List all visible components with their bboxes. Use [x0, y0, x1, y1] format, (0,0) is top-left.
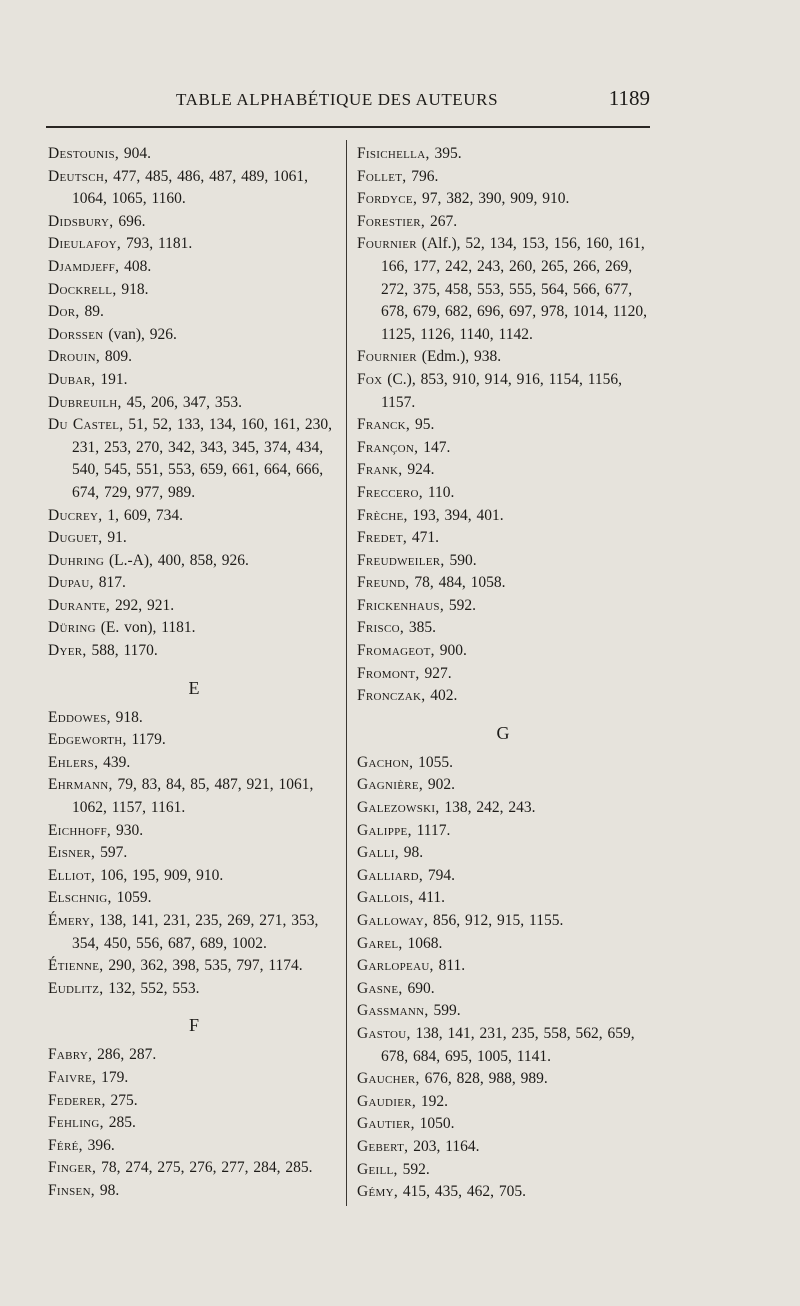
page-references: 471.: [407, 529, 440, 547]
author-name: Du Castel,: [48, 416, 124, 434]
index-entry: [48, 211, 340, 234]
index-entry: [48, 1067, 340, 1090]
index-entry: [48, 301, 340, 324]
author-name: Fromont,: [357, 664, 420, 682]
page-references: 132, 552, 553.: [103, 979, 200, 997]
index-entry: [48, 1157, 340, 1180]
author-name: Deutsch,: [48, 167, 109, 185]
author-name: Frisco,: [357, 619, 404, 637]
page-references: 45, 206, 347, 353.: [121, 393, 242, 411]
author-name: Elliot,: [48, 866, 96, 884]
page-references: 588, 1170.: [86, 642, 158, 660]
author-name: Fox: [357, 370, 383, 388]
author-name: Durante,: [48, 596, 111, 614]
index-entry: [48, 887, 340, 910]
index-entry: [357, 663, 649, 686]
author-name: Garlopeau,: [357, 957, 434, 975]
index-entry: [48, 369, 340, 392]
index-entry: [357, 842, 649, 865]
page-references: 811.: [433, 957, 466, 975]
page-references: 267.: [425, 212, 458, 230]
page-references: 930.: [111, 821, 144, 839]
page-references: 1059.: [111, 889, 152, 907]
author-name: Duguet,: [48, 529, 103, 547]
section-letter: E: [188, 677, 200, 698]
author-name: Dubar,: [48, 370, 96, 388]
index-entry: [357, 595, 649, 618]
page-number: 1189: [608, 86, 650, 110]
left-column: [48, 143, 340, 1203]
author-name: Gassmann,: [357, 1002, 429, 1020]
author-name: Dieulafoy,: [48, 235, 122, 253]
index-entry: [357, 820, 649, 843]
index-entry: [357, 1000, 649, 1023]
author-name: Düring: [48, 619, 96, 637]
index-entry: [48, 527, 340, 550]
page-references: 147.: [418, 438, 451, 456]
author-name: Gastou,: [357, 1024, 411, 1042]
author-name: Fabry,: [48, 1046, 93, 1064]
author-name: Gaudier,: [357, 1092, 417, 1110]
author-name: Dor,: [48, 303, 80, 321]
author-name: Elschnig,: [48, 889, 112, 907]
page-references: 292, 921.: [110, 596, 175, 614]
index-entry: [357, 505, 649, 528]
page-references: 676, 828, 988, 989.: [419, 1070, 548, 1088]
page-references: 411.: [413, 889, 446, 907]
index-entry: [357, 346, 649, 369]
page-references: 924.: [402, 461, 435, 479]
page-references: 592.: [444, 596, 476, 614]
index-entry: [357, 752, 649, 775]
index-entry: [48, 640, 340, 663]
page-references: 408.: [119, 257, 152, 275]
page-references: (L.-A), 400, 858, 926.: [104, 551, 249, 569]
index-entry: [48, 707, 340, 730]
page-references: 918.: [116, 280, 149, 298]
page-references: 1068.: [402, 934, 443, 952]
author-name: Federer,: [48, 1091, 106, 1109]
page-references: 1, 609, 734.: [102, 506, 183, 524]
index-entry: [48, 1180, 340, 1203]
author-name: Eudlitz,: [48, 979, 104, 997]
page-references: 927.: [419, 664, 452, 682]
page-references: 696.: [113, 212, 146, 230]
index-entry: [48, 505, 340, 528]
author-name: Freudweiler,: [357, 551, 445, 569]
index-entry: [357, 369, 649, 414]
author-name: Gallois,: [357, 889, 414, 907]
index-entry: [48, 1090, 340, 1113]
page-references: 794.: [423, 866, 456, 884]
index-entry: [357, 572, 649, 595]
page-references: 904.: [119, 145, 152, 162]
page-references: 191.: [95, 370, 128, 388]
page-references: 439.: [98, 753, 131, 771]
index-entry: [357, 865, 649, 888]
index-entry: [357, 887, 649, 910]
index-entry: [357, 459, 649, 482]
author-name: Dockrell,: [48, 280, 117, 298]
author-name: Gaucher,: [357, 1070, 420, 1088]
author-name: Frickenhaus,: [357, 596, 444, 614]
page-references: 1050.: [414, 1115, 455, 1133]
right-column: [357, 143, 649, 1204]
index-entry: [357, 1181, 649, 1204]
index-entry: [48, 233, 340, 256]
index-entry: [48, 414, 340, 504]
author-name: Gagnière,: [357, 776, 424, 794]
index-entry: [48, 820, 340, 843]
page-references: 179.: [96, 1068, 129, 1086]
author-name: Freund,: [357, 574, 410, 592]
author-name: Fordyce,: [357, 190, 418, 208]
index-entry: [48, 1135, 340, 1158]
page-references: 275.: [105, 1091, 138, 1109]
page-references: 690.: [402, 979, 435, 997]
author-name: Faivre,: [48, 1068, 97, 1086]
page-references: 285.: [103, 1114, 136, 1132]
author-name: Dupau,: [48, 574, 94, 592]
page-references: 817.: [93, 574, 126, 592]
page-references: 98.: [398, 844, 424, 862]
page-references: 900.: [434, 642, 467, 660]
author-name: Garel,: [357, 934, 403, 952]
index-entry: [48, 752, 340, 775]
author-name: Destounis,: [48, 145, 120, 162]
page-references: 415, 435, 462, 705.: [398, 1183, 527, 1201]
author-name: Drouin,: [48, 348, 101, 366]
author-name: Didsbury,: [48, 212, 114, 230]
author-name: Galippe,: [357, 821, 412, 839]
page-references: 106, 195, 909, 910.: [95, 866, 224, 884]
index-entry: [48, 279, 340, 302]
index-entry: [357, 1023, 649, 1068]
index-entry: [48, 143, 340, 166]
index-entry: [357, 1068, 649, 1091]
page-references: 91.: [102, 529, 127, 547]
page-references: 78, 484, 1058.: [409, 574, 506, 592]
index-entry: [48, 1044, 340, 1067]
author-name: Dubreuilh,: [48, 393, 122, 411]
index-entry: [48, 729, 340, 752]
page-references: (E. von), 1181.: [95, 619, 196, 637]
author-name: Ehrmann,: [48, 776, 113, 794]
index-entry: [48, 910, 340, 955]
page-references: 385.: [404, 619, 436, 637]
author-name: Finsen,: [48, 1181, 95, 1199]
author-name: Gachon,: [357, 753, 414, 771]
index-entry: [48, 1112, 340, 1135]
index-entry: [357, 1159, 649, 1182]
index-entry: [48, 346, 340, 369]
page-references: 856, 912, 915, 1155.: [428, 912, 564, 929]
author-name: Fronczak,: [357, 687, 426, 705]
author-name: Étienne,: [48, 957, 104, 975]
index-entry: [48, 774, 340, 819]
author-name: Djamdjeff,: [48, 257, 120, 275]
index-entry: [357, 1113, 649, 1136]
page-references: 592.: [397, 1160, 430, 1178]
page-references: 97, 382, 390, 909, 910.: [417, 190, 570, 208]
author-name: Fredet,: [357, 529, 408, 547]
page-references: 902.: [423, 776, 456, 794]
author-name: Finger,: [48, 1159, 97, 1177]
page-references: (C.), 853, 910, 914, 916, 1154, 1156, 1157.: [381, 370, 623, 411]
author-name: Gautier,: [357, 1115, 415, 1133]
index-entry: [357, 617, 649, 640]
index-entry: [48, 865, 340, 888]
index-entry: [357, 482, 649, 505]
header-rule: [46, 126, 650, 128]
index-entry: [48, 955, 340, 978]
index-entry: [357, 527, 649, 550]
index-entry: [357, 640, 649, 663]
page-references: 477, 485, 486, 487, 489, 1061, 1064, 1065, 1160.: [72, 167, 308, 208]
page-references: (van), 926.: [103, 325, 177, 343]
author-name: Freccero,: [357, 483, 423, 501]
page-references: 203, 1164.: [408, 1137, 480, 1155]
index-entry: [357, 437, 649, 460]
index-entry: [357, 797, 649, 820]
index-entry: [357, 774, 649, 797]
index-entry: [48, 166, 340, 211]
author-name: Geill,: [357, 1160, 398, 1178]
index-entry: [357, 1136, 649, 1159]
page-references: 396.: [82, 1136, 115, 1154]
index-entry: [48, 256, 340, 279]
author-name: Edgeworth,: [48, 731, 127, 749]
page-references: 98.: [94, 1181, 120, 1199]
page-references: 1117.: [411, 821, 451, 839]
author-name: Frèche,: [357, 506, 408, 524]
author-name: Dyer,: [48, 642, 87, 660]
author-name: Gémy,: [357, 1183, 399, 1201]
index-entry: [357, 188, 649, 211]
author-name: Françon,: [357, 438, 419, 456]
index-entry: [357, 978, 649, 1001]
index-entry: [357, 233, 649, 346]
author-name: Gasne,: [357, 979, 403, 997]
page-references: 1179.: [126, 731, 166, 749]
author-name: Follet,: [357, 167, 407, 185]
page-references: 796.: [406, 167, 439, 185]
index-entry: [357, 933, 649, 956]
author-name: Fournier: [357, 235, 417, 253]
page-references: 51, 52, 133, 134, 160, 161, 230, 231, 253, 270, 342, 343, 345, 374, 434, 540, 545, 551, 553, 659, 661, 664, 666, 674, 729, 977, 989.: [72, 416, 332, 501]
author-name: Fehling,: [48, 1114, 104, 1132]
index-entry: [48, 978, 340, 1001]
author-name: Galezowski,: [357, 799, 440, 817]
index-entry: [357, 955, 649, 978]
page-references: 193, 394, 401.: [407, 506, 504, 524]
page-references: 78, 274, 275, 276, 277, 284, 285.: [96, 1159, 313, 1177]
page-references: 192.: [416, 1092, 449, 1110]
index-entry: [48, 572, 340, 595]
page-references: 110.: [422, 483, 455, 501]
author-name: Eichhoff,: [48, 821, 112, 839]
page-references: 590.: [444, 551, 477, 569]
section-letter: G: [496, 722, 510, 743]
author-name: Galloway,: [357, 912, 429, 929]
index-entry: [357, 143, 649, 166]
page-references: 597.: [95, 844, 128, 862]
index-entry: [48, 842, 340, 865]
page-title: TABLE ALPHABÉTIQUE DES AUTEURS: [176, 90, 499, 109]
author-name: Galliard,: [357, 866, 424, 884]
page-references: 138, 141, 231, 235, 269, 271, 353, 354, 450, 556, 687, 689, 1002.: [72, 912, 319, 952]
index-entry: [357, 1091, 649, 1114]
author-name: Galli,: [357, 844, 399, 862]
author-name: Émery,: [48, 912, 95, 929]
author-name: Gebert,: [357, 1137, 409, 1155]
index-entry: [357, 166, 649, 189]
author-name: Fromageot,: [357, 642, 435, 660]
page-references: 1055.: [413, 753, 454, 771]
page-references: 138, 242, 243.: [439, 799, 536, 817]
author-name: Eddowes,: [48, 708, 111, 726]
index-entry: [357, 910, 649, 933]
index-entry: [357, 550, 649, 573]
author-name: Ehlers,: [48, 753, 99, 771]
author-name: Eisner,: [48, 844, 96, 862]
page-references: 793, 1181.: [121, 235, 193, 253]
author-name: Forestier,: [357, 212, 426, 230]
index-entry: [48, 550, 340, 573]
index-entry: [357, 685, 649, 708]
index-entry: [357, 211, 649, 234]
author-name: Franck,: [357, 416, 411, 434]
page-references: 95.: [410, 416, 435, 434]
page-references: (Alf.), 52, 134, 153, 156, 160, 161, 166, 177, 242, 243, 260, 265, 266, 269, 272, 375, 458, 553, 555, 564, 566, 677, 678, 679, 682, 696, 697, 978, 1014, 1120, 1125, 1126, 1140, 1142.: [381, 235, 648, 343]
index-entry: [357, 414, 649, 437]
author-name: Duhring: [48, 551, 105, 569]
page-references: 79, 83, 84, 85, 487, 921, 1061, 1062, 1157, 1161.: [72, 776, 314, 817]
author-name: Dorssen: [48, 325, 104, 343]
index-entry: [48, 324, 340, 347]
running-header: [46, 86, 650, 116]
author-name: Fournier: [357, 348, 417, 366]
page-references: 286, 287.: [92, 1046, 157, 1064]
page-references: 599.: [428, 1002, 461, 1020]
page-references: 402.: [425, 687, 458, 705]
page-references: 395.: [429, 145, 462, 162]
author-name: Ducrey,: [48, 506, 103, 524]
author-name: Fisichella,: [357, 145, 430, 162]
page-references: 290, 362, 398, 535, 797, 1174.: [103, 957, 303, 975]
page-references: (Edm.), 938.: [416, 348, 502, 366]
page-references: 809.: [100, 348, 133, 366]
author-name: Féré,: [48, 1136, 83, 1154]
index-entry: [48, 595, 340, 618]
page-references: 89.: [79, 303, 104, 321]
index-entry: [48, 392, 340, 415]
index-entry: [48, 617, 340, 640]
page-references: 138, 141, 231, 235, 558, 562, 659, 678, 684, 695, 1005, 1141.: [381, 1024, 635, 1065]
column-divider: [346, 140, 347, 1206]
author-name: Frank,: [357, 461, 403, 479]
section-letter: F: [188, 1015, 199, 1036]
page-references: 918.: [110, 708, 143, 726]
